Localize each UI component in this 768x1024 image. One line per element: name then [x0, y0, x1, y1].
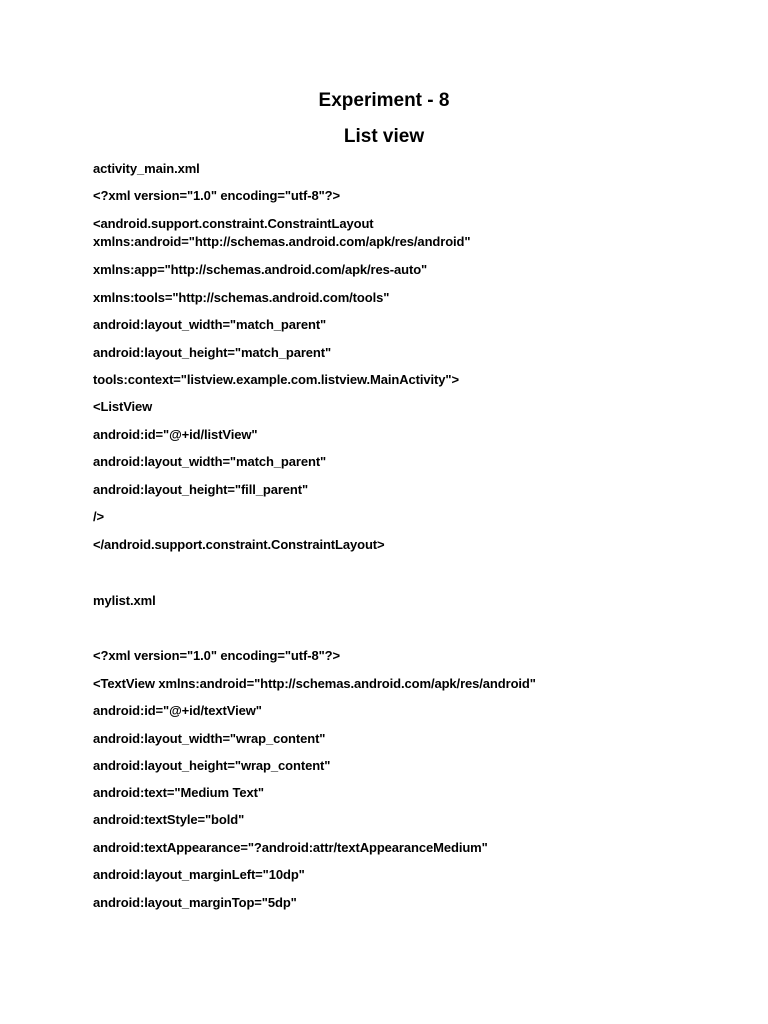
- code-line: android:layout_marginLeft="10dp": [93, 867, 305, 882]
- code-line: android:textAppearance="?android:attr/textAppearanceMedium": [93, 840, 488, 855]
- code-line: android:layout_width="match_parent": [93, 317, 327, 332]
- code-line: android:layout_height="match_parent": [93, 345, 332, 360]
- code-line: <TextView xmlns:android="http://schemas.android.com/apk/res/android": [93, 676, 536, 691]
- code-line: android:text="Medium Text": [93, 785, 264, 800]
- code-line: </android.support.constraint.ConstraintLayout>: [93, 537, 385, 552]
- code-line: <?xml version="1.0" encoding="utf-8"?>: [93, 188, 340, 203]
- code-line: xmlns:android="http://schemas.android.com/apk/res/android": [93, 234, 471, 249]
- code-line: android:layout_width="match_parent": [93, 454, 327, 469]
- code-line: android:layout_width="wrap_content": [93, 731, 326, 746]
- section-heading-mylist: mylist.xml: [93, 593, 156, 608]
- code-line: <ListView: [93, 399, 153, 414]
- code-line: android:textStyle="bold": [93, 812, 245, 827]
- page-subtitle: List view: [343, 126, 425, 147]
- code-line: xmlns:tools="http://schemas.android.com/tools": [93, 290, 390, 305]
- page-title: Experiment - 8: [318, 90, 450, 111]
- code-line: <android.support.constraint.ConstraintLayout: [93, 216, 374, 231]
- code-line: android:layout_height="wrap_content": [93, 758, 331, 773]
- code-line: xmlns:app="http://schemas.android.com/apk/res-auto": [93, 262, 428, 277]
- code-line: />: [93, 509, 105, 524]
- section-heading-activity-main: activity_main.xml: [93, 161, 200, 176]
- code-line: <?xml version="1.0" encoding="utf-8"?>: [93, 648, 340, 663]
- code-line: tools:context="listview.example.com.listview.MainActivity">: [93, 372, 459, 387]
- code-line: android:id="@+id/listView": [93, 427, 258, 442]
- code-line: android:layout_height="fill_parent": [93, 482, 309, 497]
- code-line: android:layout_marginTop="5dp": [93, 895, 297, 910]
- code-line: android:id="@+id/textView": [93, 703, 262, 718]
